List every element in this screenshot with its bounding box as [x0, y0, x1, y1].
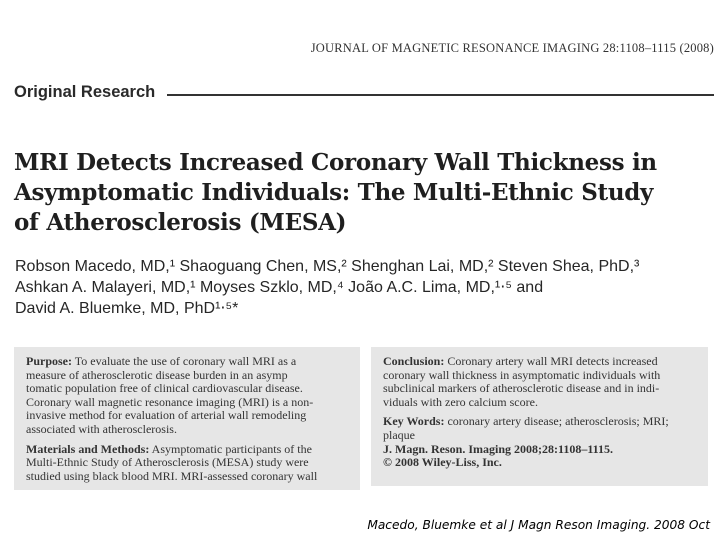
title-line: MRI Detects Increased Coronary Wall Thickness in: [14, 149, 657, 176]
section-divider: [167, 94, 714, 96]
abstract-line: Coronary wall magnetic resonance imaging (MRI) is a non-: [26, 395, 314, 409]
section-header: [14, 81, 714, 103]
title-line: of Atherosclerosis (MESA): [14, 209, 347, 236]
abstract-line: tomatic population free of clinical cardiovascular disease.: [26, 382, 303, 396]
methods-label: Materials and Methods:: [26, 442, 150, 456]
author-line: Ashkan A. Malayeri, MD,¹ Moyses Szklo, MD,⁴ João A.C. Lima, MD,¹⋅⁵ and: [15, 279, 544, 296]
abstract-line: coronary wall thickness in asymptomatic individuals with: [383, 368, 661, 382]
abstract-text: coronary artery disease; atherosclerosis; MRI;: [447, 415, 669, 429]
abstract-line: measure of atherosclerotic disease burden in an asymp: [26, 368, 288, 382]
journal-header: JOURNAL OF MAGNETIC RESONANCE IMAGING 28:1108–1115 (2008): [310, 41, 714, 55]
abstract-line: studied using black blood MRI. MRI-assessed coronary wall: [26, 469, 318, 483]
abstract-line: [26, 443, 352, 457]
abstract-box-left: [14, 347, 360, 490]
abstract-line: Multi-Ethnic Study of Atherosclerosis (MESA) study were: [26, 456, 309, 470]
article-title: [14, 148, 714, 238]
keywords-label: Key Words:: [383, 415, 445, 429]
abstract-line: subclinical markers of atherosclerotic disease and in indi-: [383, 382, 660, 396]
slide-citation: Macedo, Bluemke et al J Magn Reson Imaging. 2008 Oct: [367, 518, 710, 532]
abstract-text: Asymptomatic participants of the: [151, 442, 312, 456]
author-line: Robson Macedo, MD,¹ Shaoguang Chen, MS,² Shenghan Lai, MD,² Steven Shea, PhD,³: [15, 258, 640, 275]
abstract-line: [383, 355, 700, 369]
journal-citation: J. Magn. Reson. Imaging 2008;28:1108–1115.: [383, 442, 614, 456]
author-line: David A. Bluemke, MD, PhD¹⋅⁵*: [15, 300, 239, 317]
copyright-notice: © 2008 Wiley-Liss, Inc.: [383, 456, 502, 470]
section-label: Original Research: [14, 82, 156, 101]
abstract-line: associated with atherosclerosis.: [26, 422, 177, 436]
title-line: Asymptomatic Individuals: The Multi-Ethnic Study: [14, 179, 654, 206]
abstract-line: viduals with zero calcium score.: [383, 395, 538, 409]
abstract-line: [26, 355, 352, 369]
abstract-line: plaque: [383, 428, 415, 442]
purpose-label: Purpose:: [26, 355, 72, 368]
abstract-box-right: [371, 347, 708, 486]
abstract-text: Coronary artery wall MRI detects increased: [447, 355, 658, 368]
abstract-line: [383, 415, 700, 429]
abstract-text: To evaluate the use of coronary wall MRI as a: [74, 355, 297, 368]
abstract-line: invasive method for evaluation of arterial wall remodeling: [26, 409, 307, 423]
author-list: [15, 256, 715, 319]
conclusion-label: Conclusion:: [383, 355, 445, 368]
